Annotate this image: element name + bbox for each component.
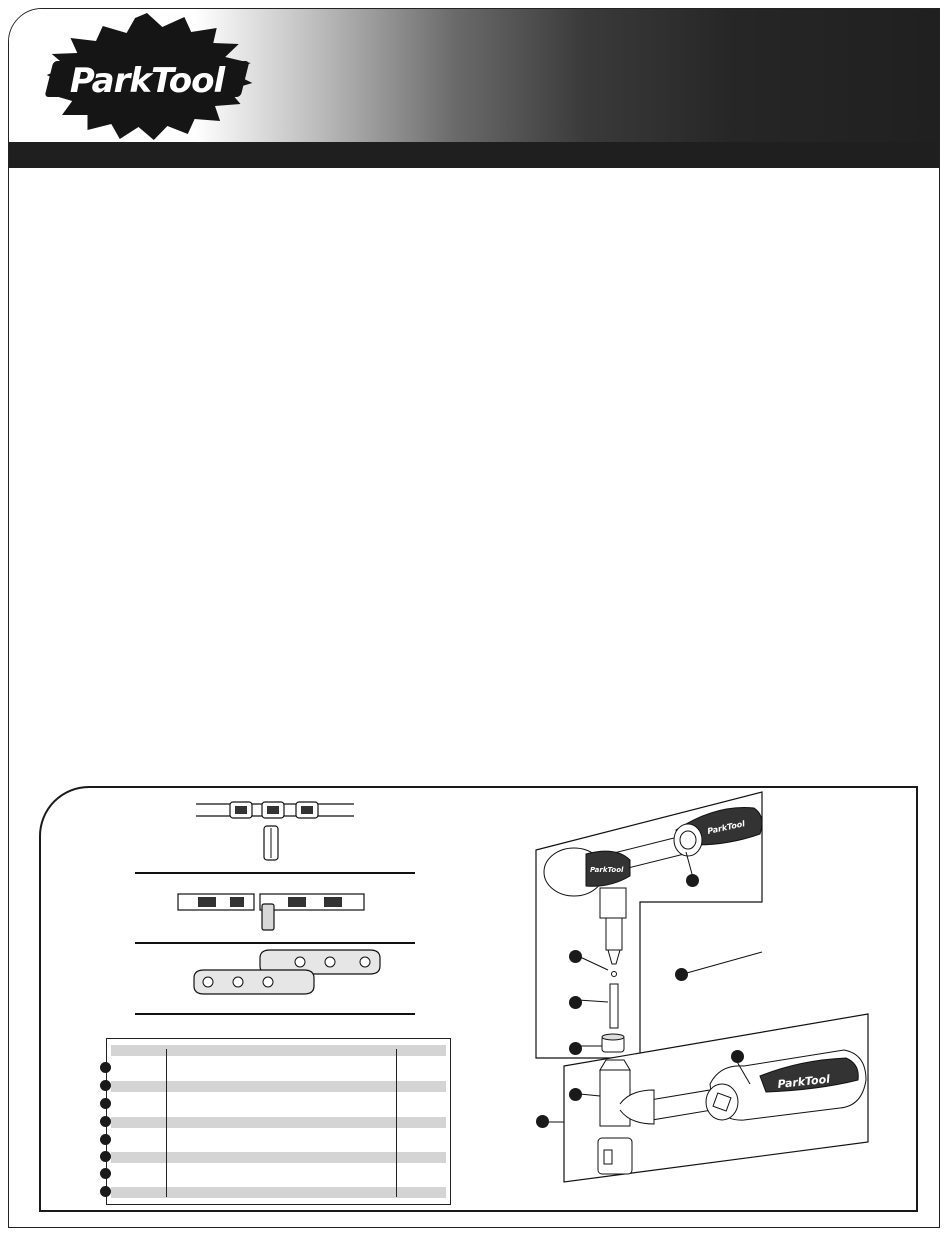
- chain-with-pin-icon: [196, 796, 356, 866]
- row-bullet: [100, 1168, 111, 1179]
- callout-bullet: [569, 996, 582, 1009]
- row-bullet: [100, 1116, 111, 1127]
- svg-text:ParkTool: ParkTool: [706, 819, 746, 836]
- callout-bullet: [686, 874, 699, 887]
- parts-table: [106, 1038, 451, 1205]
- row-bullet: [100, 1098, 111, 1109]
- chain-pin-partially-pushed-icon: [178, 886, 368, 934]
- row-bullet: [100, 1080, 111, 1091]
- callout-bullet: [536, 1115, 549, 1128]
- row-bullet: [100, 1186, 111, 1197]
- callout-bullet: [569, 950, 582, 963]
- step-separator-2: [135, 942, 415, 944]
- header-bar: [9, 142, 939, 168]
- hex-bit-driver-icon: [560, 1014, 870, 1182]
- row-bullet: [100, 1062, 111, 1073]
- column-divider: [396, 1049, 397, 1197]
- column-divider: [166, 1049, 167, 1197]
- chain-separated-links-icon: [190, 950, 390, 1002]
- svg-text:ParkTool: ParkTool: [590, 866, 624, 874]
- callout-bullet: [731, 1050, 744, 1063]
- parktool-logo: [31, 13, 263, 145]
- svg-text:ParkTool: ParkTool: [69, 61, 225, 101]
- row-bullet: [100, 1151, 111, 1162]
- row-bullet: [100, 1134, 111, 1145]
- svg-text:ParkTool: ParkTool: [776, 1072, 831, 1091]
- callout-bullet: [675, 968, 688, 981]
- callout-bullet: [569, 1088, 582, 1101]
- step-separator-3: [135, 1013, 415, 1015]
- step-separator-1: [135, 872, 415, 874]
